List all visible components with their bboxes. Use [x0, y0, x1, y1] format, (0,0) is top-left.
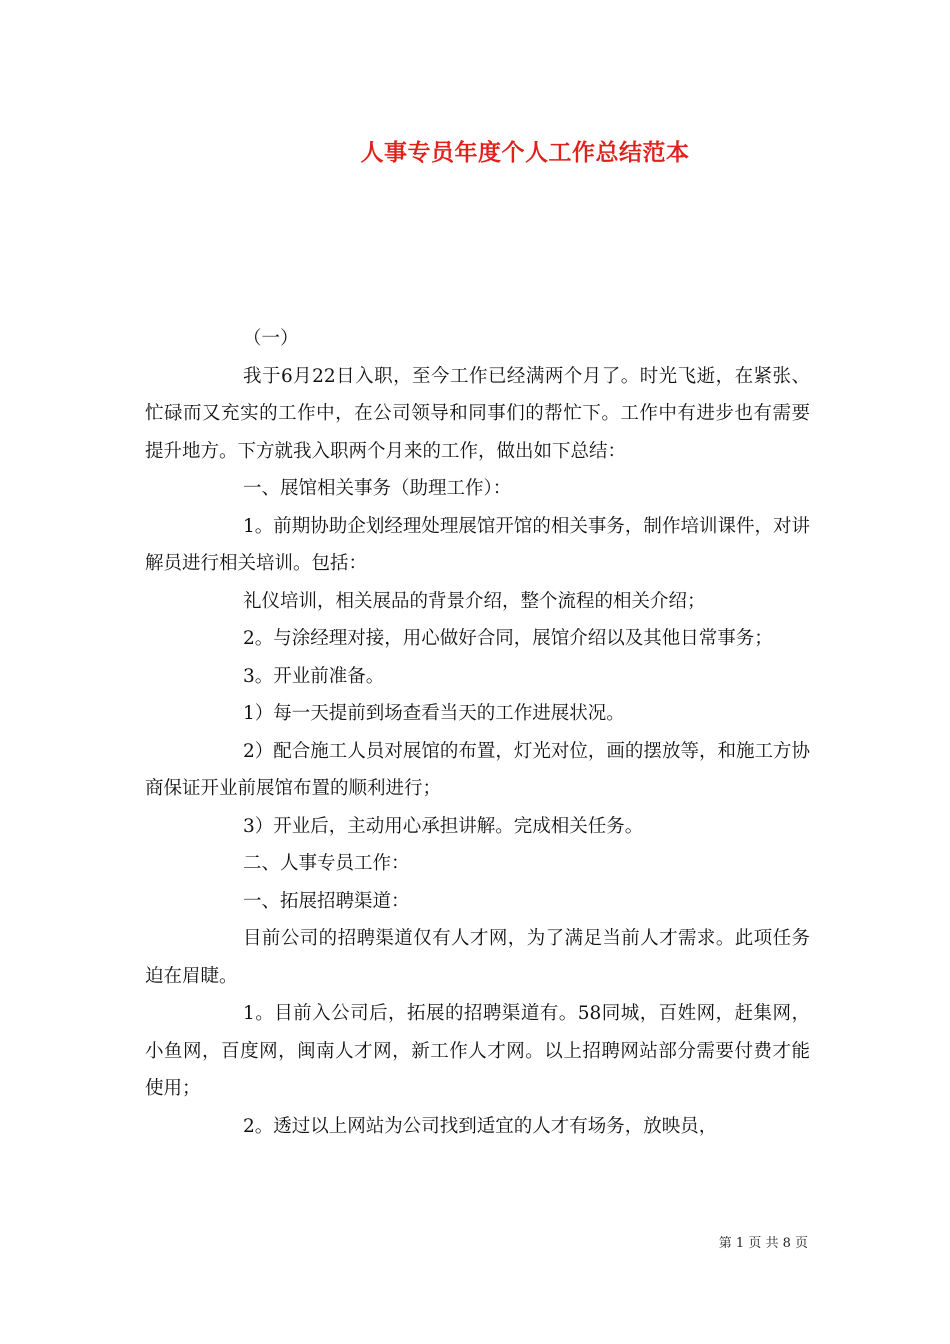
paragraph: 我于6月22日入职，至今工作已经满两个月了。时光飞逝，在紧张、忙碌而又充实的工作中，在公司领导和同事们的帮忙下。工作中有进步也有需要提升地方。下方就我入职两个月来的工作，做出如下总结：	[145, 365, 810, 462]
page-footer: 第 1 页 共 8 页	[718, 1236, 808, 1251]
paragraph: 目前公司的招聘渠道仅有人才网，为了满足当前人才需求。此项任务迫在眉睫。	[145, 928, 810, 987]
paragraph: 二、人事专员工作：	[243, 853, 410, 874]
paragraph: 一、展馆相关事务（助理工作）：	[243, 478, 512, 499]
document-body	[145, 320, 810, 1145]
paragraph: 3。开业前准备。	[243, 665, 385, 687]
paragraph: 2。透过以上网站为公司找到适宜的人才有场务，放映员，	[243, 1115, 718, 1137]
paragraph: 一、拓展招聘渠道：	[243, 890, 410, 912]
paragraph: 3）开业后，主动用心承担讲解。完成相关任务。	[243, 815, 644, 837]
document-title: 人事专员年度个人工作总结范本	[360, 140, 690, 166]
paragraph: 2）配合施工人员对展馆的布置，灯光对位，画的摆放等，和施工方协商保证开业前展馆布置的顺利进行；	[145, 740, 810, 799]
paragraph: 2。与涂经理对接，用心做好合同，展馆介绍以及其他日常事务；	[243, 628, 773, 649]
paragraph: 1。前期协助企划经理处理展馆开馆的相关事务，制作培训课件，对讲解员进行相关培训。包括：	[145, 515, 810, 574]
paragraph: 1。目前入公司后，拓展的招聘渠道有。58同城，百姓网，赶集网，小鱼网，百度网，闽南人才网，新工作人才网。以上招聘网站部分需要付费才能使用；	[145, 1003, 810, 1099]
paragraph: 1）每一天提前到场查看当天的工作进展状况。	[243, 703, 625, 724]
paragraph: （一）	[243, 328, 299, 349]
paragraph: 礼仪培训，相关展品的背景介绍，整个流程的相关介绍；	[243, 590, 706, 612]
